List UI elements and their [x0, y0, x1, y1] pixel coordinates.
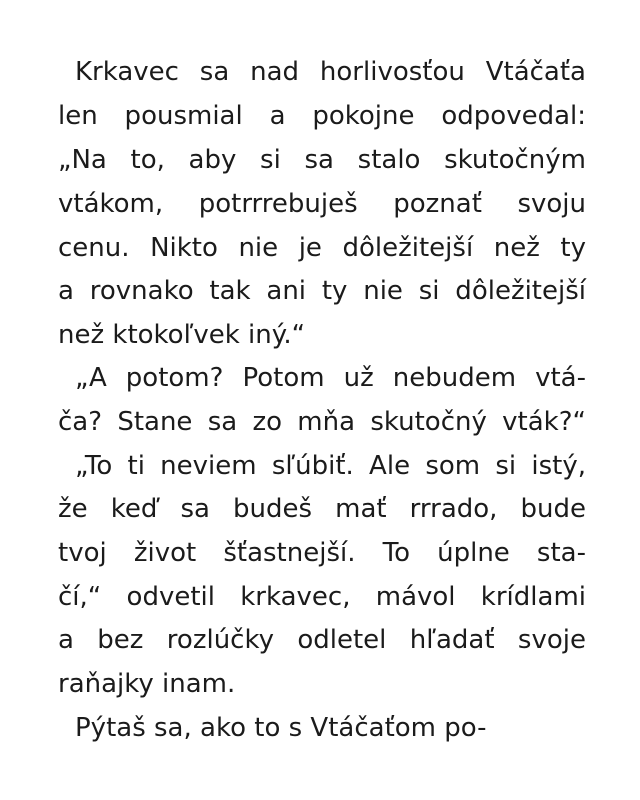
text-line: Pýtaš sa, ako to s Vtáčaťom po- — [75, 713, 487, 743]
text-line: a bez rozlúčky odletel hľadať svoje — [58, 625, 586, 655]
text-line: ča? Stane sa zo mňa skutočný vták?“ — [58, 407, 586, 437]
text-line: vtákom, potrrrebuješ poznať svoju — [58, 189, 586, 219]
text-line: raňajky inam. — [58, 669, 236, 699]
text-line: „To ti neviem sľúbiť. Ale som si istý, — [75, 451, 586, 481]
text-line: čí,“ odvetil krkavec, mávol krídlami — [58, 582, 586, 612]
text-line: cenu. Nikto nie je dôležitejší než ty — [58, 233, 586, 263]
text-line: Krkavec sa nad horlivosťou Vtáčaťa — [75, 57, 586, 87]
text-line: „A potom? Potom už nebudem vtá- — [75, 363, 586, 393]
text-line: „Na to, aby si sa stalo skutočným — [58, 145, 586, 175]
text-line: len pousmial a pokojne odpovedal: — [58, 101, 586, 131]
text-line: než ktokoľvek iný.“ — [58, 320, 306, 350]
text-line: a rovnako tak ani ty nie si dôležitejší — [58, 276, 586, 306]
text-line: tvoj život šťastnejší. To úplne sta- — [58, 538, 586, 568]
text-line: že keď sa budeš mať rrrado, bude — [58, 494, 586, 524]
